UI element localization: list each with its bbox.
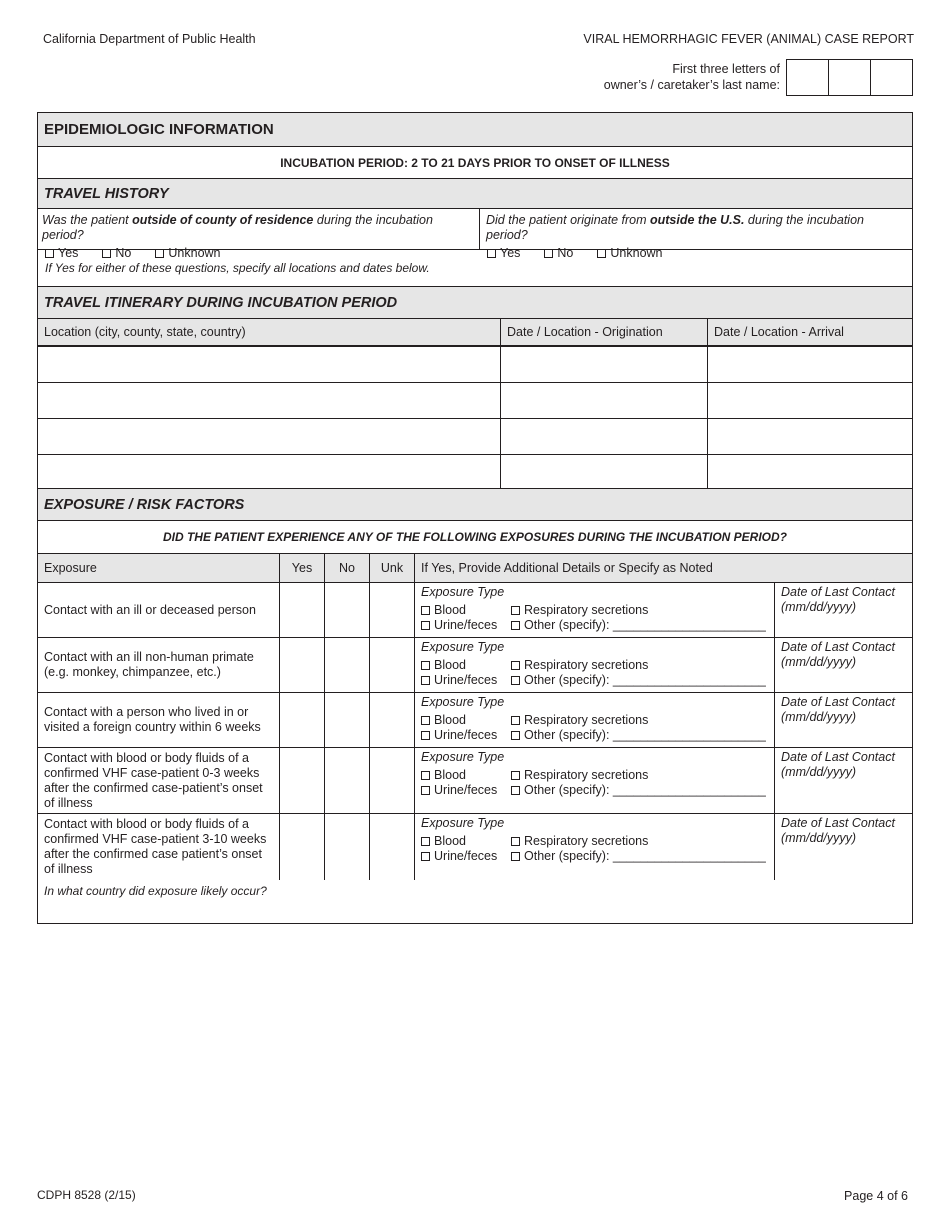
exposure-row — [38, 748, 912, 814]
exposure-details — [415, 638, 775, 692]
exposure-label — [38, 638, 280, 692]
report-title: VIRAL HEMORRHAGIC FEVER (ANIMAL) CASE REPORT — [583, 32, 914, 46]
date-label: Date of Last Contact — [781, 585, 895, 599]
exposure-question-row — [38, 521, 912, 554]
checkbox-icon[interactable] — [421, 676, 430, 685]
incubation-period: INCUBATION PERIOD: 2 TO 21 DAYS PRIOR TO ONSET OF ILLNESS — [280, 155, 670, 170]
exposure-rows — [38, 583, 912, 880]
us-no-option[interactable]: No — [544, 246, 585, 260]
exposure-label-line: Contact with blood or body fluids of a — [44, 750, 249, 765]
exposure-type-label: Exposure Type — [421, 585, 505, 599]
urine-option[interactable]: Urine/feces — [421, 673, 511, 688]
exposure-title: EXPOSURE / RISK FACTORS — [44, 496, 245, 513]
exposure-label-line: after the confirmed case patient’s onset — [44, 847, 262, 861]
us-question: Did the patient originate from outside the U.S. during the incubation period? — [486, 213, 864, 242]
us-unknown-option[interactable]: Unknown — [597, 246, 674, 260]
exposure-label-line: Contact with an ill non-human primate — [44, 650, 254, 664]
exposure-label-line: (e.g. monkey, chimpanzee, etc.) — [44, 665, 221, 679]
exposure-label — [38, 693, 280, 747]
exposure-yes-box[interactable] — [280, 583, 325, 637]
exposure-no-box[interactable] — [325, 693, 370, 747]
checkbox-icon[interactable] — [421, 716, 430, 725]
itinerary-location-input[interactable] — [38, 383, 501, 418]
respiratory-option[interactable]: Respiratory secretions — [511, 713, 771, 728]
date-format: (mm/dd/yyyy) — [781, 710, 856, 724]
epidemiologic-form — [37, 112, 913, 924]
owner-initials-boxes — [786, 59, 913, 96]
exposure-no-box[interactable] — [325, 748, 370, 813]
blood-option[interactable]: Blood — [421, 768, 511, 783]
exposure-yes-box[interactable] — [280, 638, 325, 692]
itinerary-row — [38, 419, 912, 455]
us-question-cell — [480, 209, 912, 260]
exposure-details — [415, 693, 775, 747]
blood-option[interactable]: Blood — [421, 713, 511, 728]
exposure-yes-box[interactable] — [280, 814, 325, 880]
itinerary-origination-input[interactable] — [501, 419, 708, 454]
checkbox-icon[interactable] — [421, 771, 430, 780]
col-yes: Yes — [280, 554, 325, 582]
exposure-yes-box[interactable] — [280, 748, 325, 813]
exposure-type-label: Exposure Type — [421, 750, 505, 764]
exposure-type-label: Exposure Type — [421, 640, 505, 654]
itinerary-arrival-input[interactable] — [708, 383, 912, 418]
urine-option[interactable]: Urine/feces — [421, 783, 511, 798]
checkbox-icon[interactable] — [421, 786, 430, 795]
exposure-no-box[interactable] — [325, 583, 370, 637]
col-unk: Unk — [370, 554, 415, 582]
agency-name: California Department of Public Health — [43, 32, 256, 46]
travel-questions-row — [38, 209, 912, 260]
owner-initial-box-1[interactable] — [787, 60, 829, 95]
checkbox-icon[interactable] — [511, 731, 520, 740]
exposure-label-line: of illness — [44, 862, 93, 876]
itinerary-row — [38, 347, 912, 383]
itinerary-location-input[interactable] — [38, 455, 501, 488]
exposure-label — [38, 748, 280, 813]
itinerary-origination-input[interactable] — [501, 347, 708, 382]
county-unknown-option[interactable]: Unknown — [155, 246, 232, 260]
last-contact-date[interactable] — [775, 583, 912, 637]
other-option[interactable]: Other (specify): ______________________ — [511, 673, 771, 688]
blood-option[interactable]: Blood — [421, 603, 511, 618]
exposure-row — [38, 583, 912, 638]
col-location: Location (city, county, state, country) — [38, 319, 501, 345]
date-format: (mm/dd/yyyy) — [781, 600, 856, 614]
checkbox-icon[interactable] — [421, 852, 430, 861]
exposure-row — [38, 693, 912, 748]
date-label: Date of Last Contact — [781, 816, 895, 830]
travel-note-row — [38, 250, 912, 287]
exposure-type-label: Exposure Type — [421, 816, 505, 830]
exposure-unk-box[interactable] — [370, 693, 415, 747]
col-origination: Date / Location - Origination — [501, 319, 708, 345]
respiratory-option[interactable]: Respiratory secretions — [511, 834, 771, 849]
exposure-columns — [38, 554, 912, 583]
exposure-yes-box[interactable] — [280, 693, 325, 747]
exposure-details — [415, 748, 775, 813]
exposure-label-line: Contact with a person who lived in or — [44, 705, 249, 719]
date-label: Date of Last Contact — [781, 640, 895, 654]
county-no-option[interactable]: No — [102, 246, 143, 260]
last-contact-date[interactable] — [775, 748, 912, 813]
section-title: EPIDEMIOLOGIC INFORMATION — [44, 121, 274, 138]
date-format: (mm/dd/yyyy) — [781, 655, 856, 669]
exposure-header — [38, 489, 912, 521]
date-format: (mm/dd/yyyy) — [781, 765, 856, 779]
exposure-question: DID THE PATIENT EXPERIENCE ANY OF THE FOLLOWING EXPOSURES DURING THE INCUBATION PERIOD? — [162, 530, 788, 544]
respiratory-option[interactable]: Respiratory secretions — [511, 658, 771, 673]
exposure-unk-box[interactable] — [370, 583, 415, 637]
exposure-row — [38, 814, 912, 880]
respiratory-option[interactable]: Respiratory secretions — [511, 768, 771, 783]
incubation-row — [38, 147, 912, 179]
checkbox-icon[interactable] — [511, 771, 520, 780]
owner-initials-label — [604, 62, 780, 93]
country-row[interactable] — [38, 880, 912, 923]
checkbox-icon[interactable] — [511, 606, 520, 615]
checkbox-icon[interactable] — [511, 621, 520, 630]
owner-label-line2: owner’s / caretaker’s last name: — [603, 77, 780, 92]
exposure-label-line: Contact with blood or body fluids of a — [44, 817, 249, 831]
exposure-label — [38, 583, 280, 637]
owner-initial-box-3[interactable] — [871, 60, 912, 95]
itinerary-location-input[interactable] — [38, 347, 501, 382]
urine-option[interactable]: Urine/feces — [421, 728, 511, 743]
respiratory-option[interactable]: Respiratory secretions — [511, 603, 771, 618]
county-question: Was the patient outside of county of residence during the incubation period? — [42, 213, 433, 242]
checkbox-icon[interactable] — [511, 661, 520, 670]
last-contact-date[interactable] — [775, 693, 912, 747]
itinerary-arrival-input[interactable] — [708, 419, 912, 454]
exposure-label-line: of illness — [44, 795, 93, 810]
itinerary-origination-input[interactable] — [501, 455, 708, 488]
itinerary-arrival-input[interactable] — [708, 347, 912, 382]
urine-option[interactable]: Urine/feces — [421, 618, 511, 633]
owner-initial-box-2[interactable] — [829, 60, 871, 95]
other-option[interactable]: Other (specify): ______________________ — [511, 618, 771, 633]
exposure-label-line: confirmed VHF case-patient 3-10 weeks — [44, 832, 267, 846]
blood-option[interactable]: Blood — [421, 834, 511, 849]
travel-history-title: TRAVEL HISTORY — [44, 185, 169, 202]
county-yes-option[interactable]: Yes — [45, 246, 90, 260]
form-id: CDPH 8528 (2/15) — [37, 1188, 136, 1202]
col-exposure: Exposure — [38, 554, 280, 582]
checkbox-icon[interactable] — [511, 852, 520, 861]
exposure-label-line: Contact with an ill or deceased person — [44, 602, 256, 617]
last-contact-date[interactable] — [775, 814, 912, 880]
checkbox-icon[interactable] — [511, 786, 520, 795]
date-format: (mm/dd/yyyy) — [781, 831, 856, 845]
exposure-no-box[interactable] — [325, 638, 370, 692]
exposure-details — [415, 583, 775, 637]
last-contact-date[interactable] — [775, 638, 912, 692]
country-question: In what country did exposure likely occur? — [44, 884, 267, 898]
exposure-details — [415, 814, 775, 880]
itinerary-header — [38, 287, 912, 319]
itinerary-location-input[interactable] — [38, 419, 501, 454]
other-option[interactable]: Other (specify): ______________________ — [511, 783, 771, 798]
checkbox-icon[interactable] — [421, 837, 430, 846]
col-no: No — [325, 554, 370, 582]
date-label: Date of Last Contact — [781, 695, 895, 709]
itinerary-title: TRAVEL ITINERARY DURING INCUBATION PERIOD — [44, 294, 398, 311]
itinerary-row — [38, 383, 912, 419]
exposure-label-line: after the confirmed case-patient’s onset — [44, 780, 263, 795]
col-arrival: Date / Location - Arrival — [714, 325, 844, 339]
blood-option[interactable]: Blood — [421, 658, 511, 673]
exposure-label — [38, 814, 280, 880]
exposure-row — [38, 638, 912, 693]
itinerary-origination-input[interactable] — [501, 383, 708, 418]
date-label: Date of Last Contact — [781, 750, 895, 764]
travel-note: If Yes for either of these questions, specify all locations and dates below. — [45, 261, 430, 275]
exposure-unk-box[interactable] — [370, 638, 415, 692]
itinerary-columns — [38, 319, 912, 347]
us-yes-option[interactable]: Yes — [487, 246, 532, 260]
other-option[interactable]: Other (specify): ______________________ — [511, 849, 771, 864]
checkbox-icon[interactable] — [511, 716, 520, 725]
checkbox-icon[interactable] — [421, 661, 430, 670]
checkbox-icon[interactable] — [421, 606, 430, 615]
exposure-unk-box[interactable] — [370, 814, 415, 880]
exposure-no-box[interactable] — [325, 814, 370, 880]
col-details: If Yes, Provide Additional Details or Specify as Noted — [421, 561, 713, 575]
page-number: Page 4 of 6 — [844, 1189, 908, 1203]
travel-history-header — [38, 179, 912, 209]
section-header — [38, 113, 912, 147]
county-question-cell — [38, 209, 480, 260]
checkbox-icon[interactable] — [421, 621, 430, 630]
exposure-type-label: Exposure Type — [421, 695, 505, 709]
checkbox-icon[interactable] — [511, 837, 520, 846]
exposure-unk-box[interactable] — [370, 748, 415, 813]
owner-label-line1: First three letters of — [672, 62, 780, 76]
itinerary-row — [38, 455, 912, 489]
exposure-label-line: visited a foreign country within 6 weeks — [44, 720, 261, 734]
checkbox-icon[interactable] — [511, 676, 520, 685]
urine-option[interactable]: Urine/feces — [421, 849, 511, 864]
other-option[interactable]: Other (specify): ______________________ — [511, 728, 771, 743]
checkbox-icon[interactable] — [421, 731, 430, 740]
itinerary-arrival-input[interactable] — [708, 455, 912, 488]
exposure-label-line: confirmed VHF case-patient 0-3 weeks — [44, 765, 260, 780]
